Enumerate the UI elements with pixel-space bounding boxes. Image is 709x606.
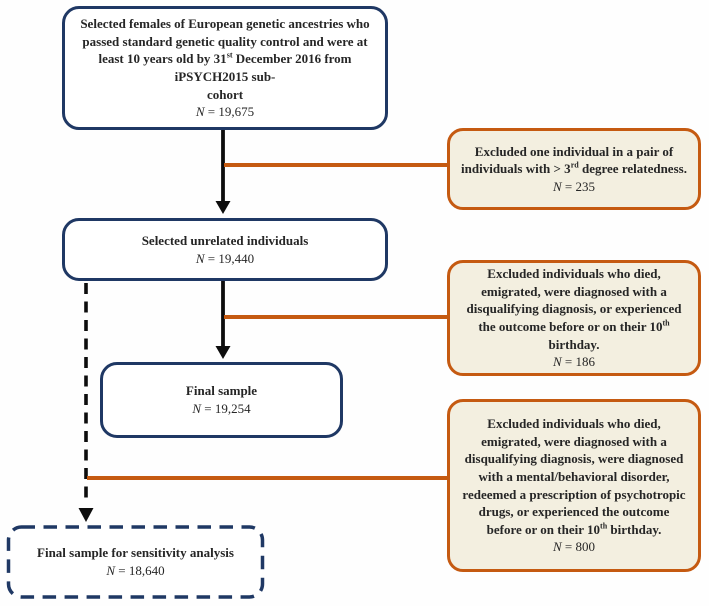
excluded-sensitivity-n: N = 800 — [552, 539, 595, 555]
excluded-outcome-title: Excluded individuals who died, emigrated, were diagnosed with a disqualifying diagnosis, or experienced the outcome before or on their 10th birthday. — [466, 266, 682, 352]
excluded-relatedness-n: N = 235 — [552, 178, 595, 194]
unrelated-box-title: Selected unrelated individuals — [141, 232, 309, 248]
arrowhead-cohort-to-unrelated-icon — [216, 201, 231, 214]
cohort-box-n: N = 19,675 — [195, 104, 255, 120]
final-sample-box-title: Final sample — [185, 383, 258, 399]
final-sample-box-n: N = 19,254 — [192, 401, 251, 416]
excluded-sensitivity-title: Excluded individuals who died, emigrated, were diagnosed with a disqualifying diagnosis, were diagnosed with a mental/behavioral disorder, redeemed a prescription of psychotropic drugs, or experienced the outcome before or on their 10th birthday. — [462, 416, 686, 537]
cohort-box-title: Selected females of European genetic ancestries who passed standard genetic quality control and were at least 10 years old by 31st December 2016 from iPSYCH2015 sub- cohort — [80, 16, 370, 102]
excluded-relatedness-title: Excluded one individual in a pair of individuals with > 3rd degree relatedness. — [461, 143, 687, 177]
box-cohort — [62, 6, 388, 130]
box-sensitivity-sample — [7, 525, 264, 599]
excluded-outcome-n: N = 186 — [552, 354, 595, 370]
box-excluded-relatedness — [447, 128, 701, 210]
box-unrelated — [62, 218, 388, 281]
sensitivity-box-title: Final sample for sensitivity analysis — [37, 545, 234, 561]
arrowhead-to-sensitivity-icon — [79, 508, 94, 522]
sensitivity-box-n: N = 18,640 — [106, 563, 165, 578]
box-final-sample — [100, 362, 343, 438]
arrowhead-unrelated-to-final-icon — [216, 346, 231, 359]
box-excluded-sensitivity — [447, 399, 701, 572]
box-excluded-outcome — [447, 260, 701, 376]
unrelated-box-n: N = 19,440 — [195, 250, 255, 266]
